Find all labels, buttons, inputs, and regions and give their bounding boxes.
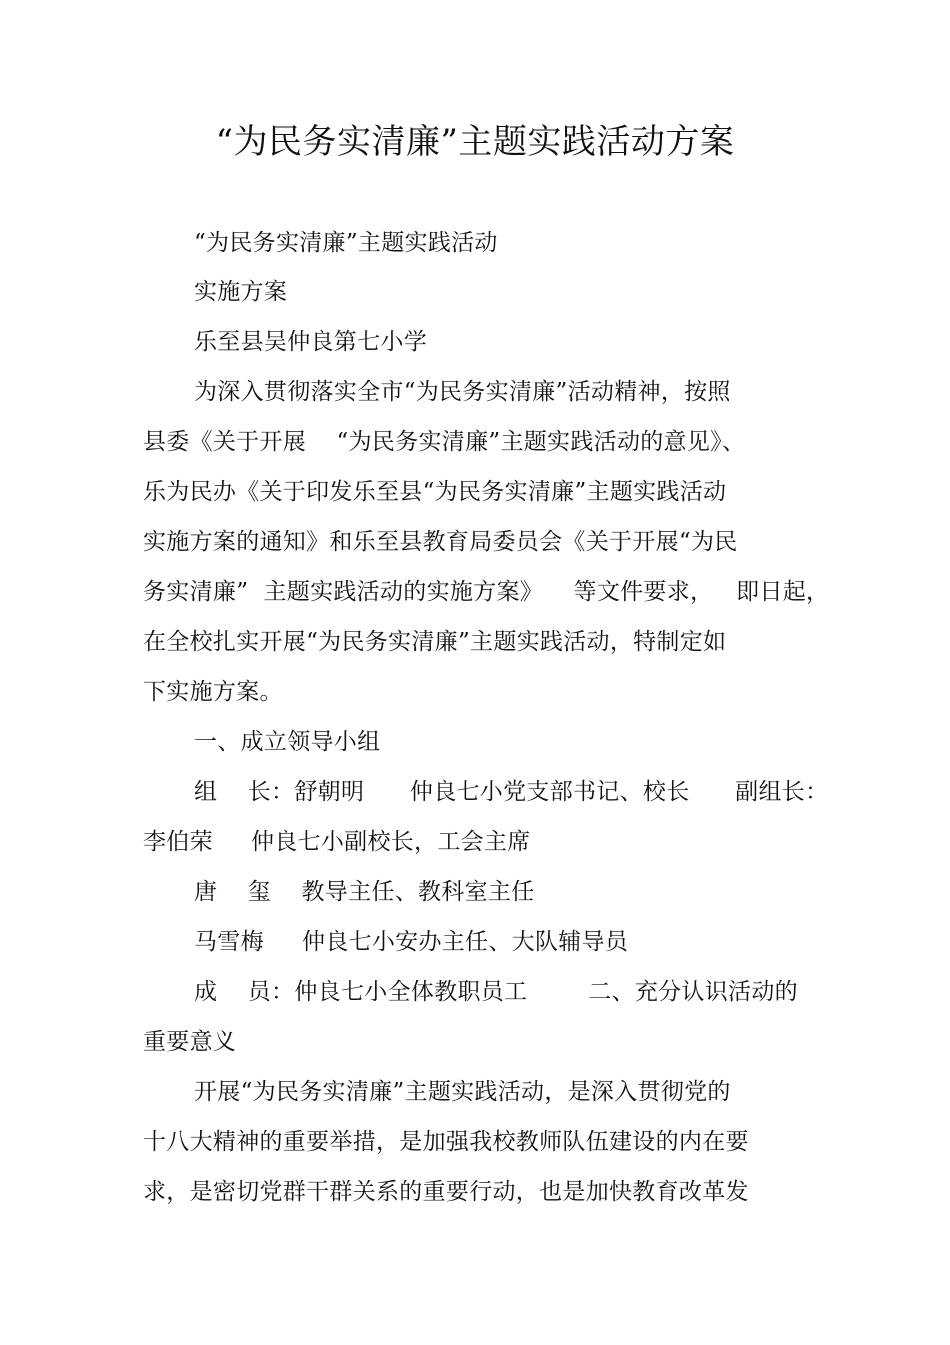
paragraph-line: 唐 玺 教导主任、教科室主任 [194, 879, 535, 905]
paragraph-line: 实施方案 [194, 279, 288, 305]
paragraph-line: 马雪梅 仲良七小安办主任、大队辅导员 [194, 929, 629, 955]
paragraph-line: 求，是密切党群干群关系的重要行动，也是加快教育改革发 [143, 1179, 749, 1205]
paragraph-line: 务实清廉” 主题实践活动的实施方案》 等文件要求， 即日起， [143, 579, 830, 605]
paragraph-line: 下实施方案。 [143, 679, 283, 705]
paragraph-line: 实施方案的通知》和乐至县教育局委员会《关于开展“为民 [143, 529, 738, 555]
paragraph-line: 重要意义 [143, 1029, 237, 1055]
paragraph-line: 成 员：仲良七小全体教职员工 二、充分认识活动的 [194, 979, 798, 1005]
paragraph-line: 在全校扎实开展“为民务实清廉”主题实践活动，特制定如 [143, 629, 727, 655]
paragraph-line: 县委《关于开展 “为民务实清廉”主题实践活动的意见》、 [143, 429, 746, 455]
document-title: “为民务实清廉”主题实践活动方案 [215, 122, 735, 162]
paragraph-line: “为民务实清廉”主题实践活动 [194, 230, 498, 256]
paragraph-line: 乐为民办《关于印发乐至县“为民务实清廉”主题实践活动 [143, 479, 727, 505]
paragraph-line: 李伯荣 仲良七小副校长，工会主席 [143, 829, 531, 855]
paragraph-line: 组 长：舒朝明 仲良七小党支部书记、校长 副组长： [194, 779, 829, 805]
section-heading: 一、成立领导小组 [194, 729, 381, 755]
paragraph-line: 乐至县吴仲良第七小学 [194, 329, 427, 355]
paragraph-line: 为深入贯彻落实全市“为民务实清廉”活动精神，按照 [194, 379, 731, 405]
paragraph-line: 开展“为民务实清廉”主题实践活动，是深入贯彻党的 [194, 1079, 731, 1105]
paragraph-line: 十八大精神的重要举措，是加强我校教师队伍建设的内在要 [143, 1129, 749, 1155]
